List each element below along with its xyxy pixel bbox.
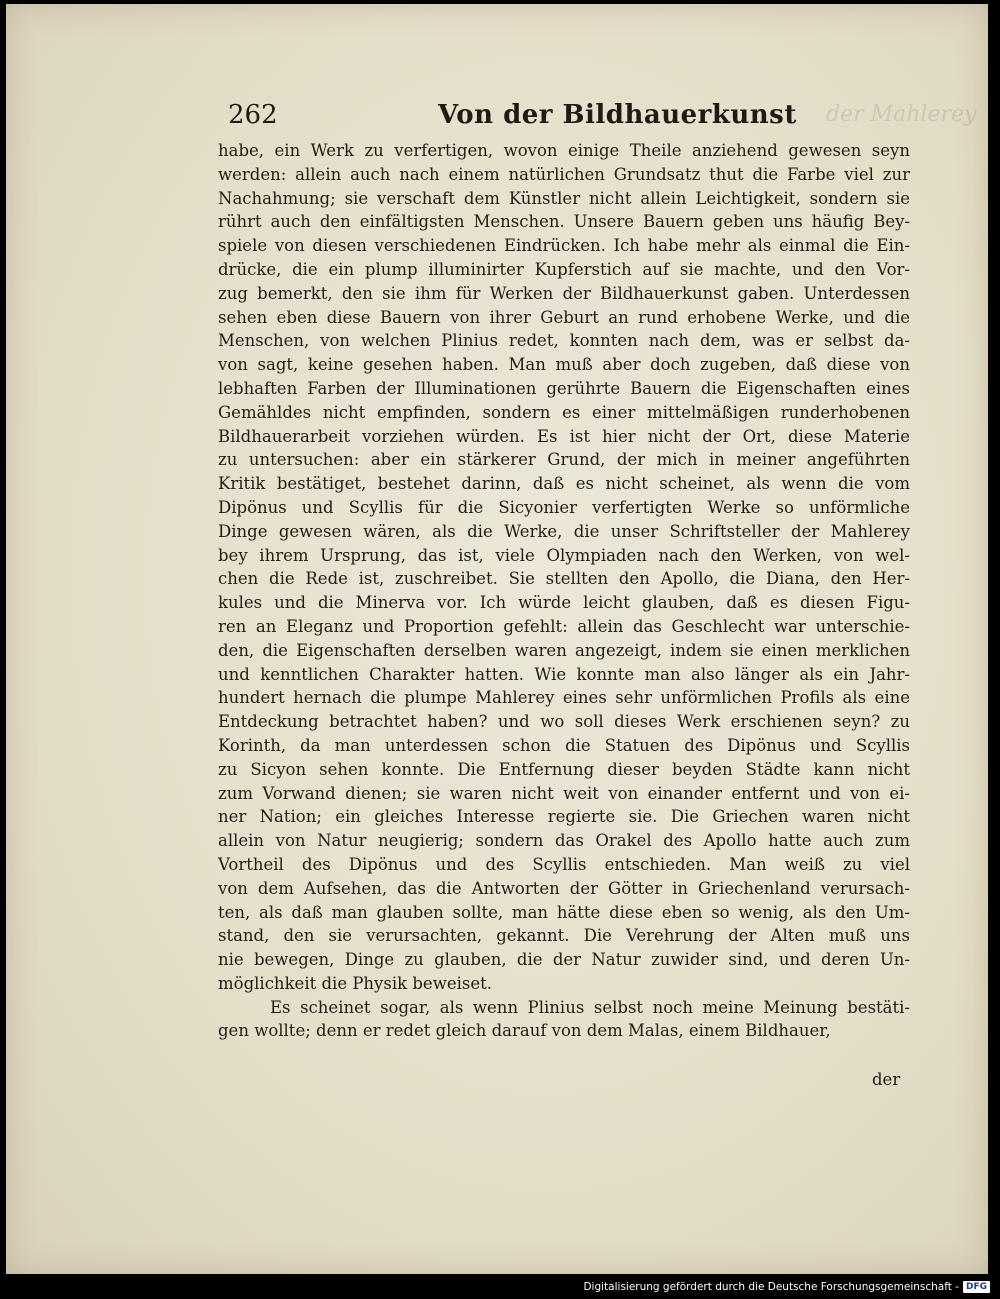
text-line: Dinge gewesen wären, als die Werke, die unser Schriftsteller der Mahlerey <box>218 521 910 541</box>
text-line: chen die Rede ist, zuschreibet. Sie stellten den Apollo, die Diana, den Her- <box>218 569 910 589</box>
dfg-logo-icon: DFG <box>963 1281 990 1293</box>
text-line: stand, den sie verursachten, gekannt. Die Verehrung der Alten muß uns <box>218 926 910 946</box>
text-line: den, die Eigenschaften derselben waren angezeigt, indem sie einen merklichen <box>218 640 910 660</box>
text-line: Bildhauerarbeit vorziehen würden. Es ist hier nicht der Ort, diese Materie <box>218 426 910 446</box>
text-line: Korinth, da man unterdessen schon die Statuen des Dipönus und Scyllis <box>218 735 910 755</box>
text-line: zu Sicyon sehen konnte. Die Entfernung dieser beyden Städte kann nicht <box>218 759 910 779</box>
body-text <box>218 139 910 1043</box>
catchword: der <box>872 1070 901 1089</box>
page-header <box>228 100 918 136</box>
text-line: Gemähldes nicht empfinden, sondern es einer mittelmäßigen runderhobenen <box>218 402 910 422</box>
page-number: 262 <box>228 100 278 130</box>
text-line: hundert hernach die plumpe Mahlerey eines sehr unförmlichen Profils als eine <box>218 688 910 708</box>
text-line: bey ihrem Ursprung, das ist, viele Olympiaden nach den Werken, von wel- <box>218 545 910 565</box>
text-line: werden: allein auch nach einem natürlichen Grundsatz thut die Farbe viel zur <box>218 164 910 184</box>
text-line: kules und die Minerva vor. Ich würde leicht glauben, daß es diesen Figu- <box>218 593 910 613</box>
text-line: nie bewegen, Dinge zu glauben, die der Natur zuwider sind, und deren Un- <box>218 950 910 970</box>
text-line: allein von Natur neugierig; sondern das Orakel des Apollo hatte auch zum <box>218 831 910 851</box>
text-line: habe, ein Werk zu verfertigen, wovon einige Theile anziehend gewesen seyn <box>218 141 910 160</box>
text-line: Vortheil des Dipönus und des Scyllis entschieden. Man weiß zu viel <box>218 854 910 874</box>
text-line: Dipönus und Scyllis für die Sicyonier verfertigten Werke so unförmliche <box>218 497 910 517</box>
text-line: Nachahmung; sie verschaft dem Künstler nicht allein Leichtigkeit, sondern sie <box>218 188 910 208</box>
footer <box>583 1281 990 1293</box>
text-line: drücke, die ein plump illuminirter Kupferstich auf sie machte, und den Vor- <box>218 259 910 279</box>
text-line: rührt auch den einfältigsten Menschen. Unsere Bauern geben uns häufig Bey- <box>218 212 910 232</box>
text-line: ner Nation; ein gleiches Interesse regierte sie. Die Griechen waren nicht <box>218 807 910 827</box>
text-line: zum Vorwand dienen; sie waren nicht weit von einander entfernt und von ei- <box>218 783 910 803</box>
text-line: Menschen, von welchen Plinius redet, konnten nach dem, was er selbst da- <box>218 331 910 351</box>
text-line: Es scheinet sogar, als wenn Plinius selbst noch meine Meinung bestäti- <box>270 997 910 1017</box>
text-line: lebhaften Farben der Illuminationen gerührte Bauern die Eigenschaften eines <box>218 378 910 398</box>
running-title: Von der Bildhauerkunst <box>438 100 797 130</box>
text-line: spiele von diesen verschiedenen Eindrücken. Ich habe mehr als einmal die Ein- <box>218 236 910 256</box>
text-line: Entdeckung betrachtet haben? und wo soll dieses Werk erschienen seyn? zu <box>218 712 910 732</box>
text-line: Kritik bestätiget, bestehet darinn, daß es nicht scheinet, als wenn die vom <box>218 474 910 494</box>
text-line: gen wollte; denn er redet gleich darauf von dem Malas, einem Bildhauer, <box>218 1021 831 1041</box>
text-line: sehen eben diese Bauern von ihrer Geburt an rund erhobene Werke, und die <box>218 307 910 327</box>
funding-credit: Digitalisierung gefördert durch die Deutsche Forschungsgemeinschaft - <box>583 1281 959 1293</box>
text-line: und kenntlichen Charakter hatten. Wie konnte man also länger als ein Jahr- <box>218 664 910 684</box>
text-line: von sagt, keine gesehen haben. Man muß aber doch zugeben, daß diese von <box>218 355 910 375</box>
bleed-through-text: der Mahlerey <box>826 102 977 127</box>
text-line: ren an Eleganz und Proportion gefehlt: allein das Geschlecht war unterschie- <box>218 616 910 636</box>
text-line: zu untersuchen: aber ein stärkerer Grund, der mich in meiner angeführten <box>218 450 910 470</box>
text-line: möglichkeit die Physik beweiset. <box>218 973 492 993</box>
text-line: zug bemerkt, den sie ihm für Werken der Bildhauerkunst gaben. Unterdessen <box>218 283 910 303</box>
text-line: von dem Aufsehen, das die Antworten der Götter in Griechenland verursach- <box>218 878 910 898</box>
text-line: ten, als daß man glauben sollte, man hätte diese eben so wenig, als den Um- <box>218 902 910 922</box>
